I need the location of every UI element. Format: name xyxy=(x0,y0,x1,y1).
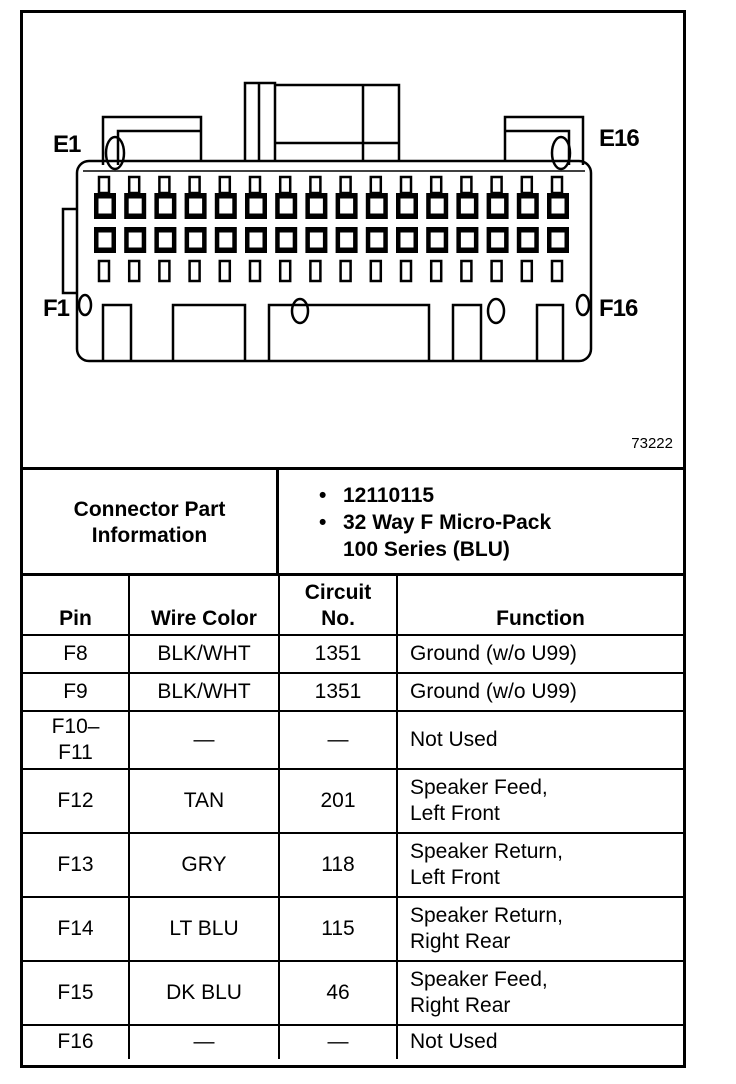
pin-cavity-window xyxy=(370,198,384,214)
pin-cavity-window xyxy=(279,232,293,248)
pin-cavity-window xyxy=(551,232,565,248)
part-number: • 12110115 xyxy=(319,482,551,509)
terminal-window-bottom xyxy=(310,261,320,281)
figure-number: 73222 xyxy=(631,435,673,452)
pin-cavity-window xyxy=(128,232,142,248)
terminal-window-bottom xyxy=(280,261,290,281)
terminal-window-bottom xyxy=(401,261,411,281)
header-wire-color: Wire Color xyxy=(129,575,279,635)
function-cell xyxy=(397,833,683,897)
function-line1: Ground (w/o U99) xyxy=(410,641,577,665)
function-line1: Speaker Return, xyxy=(410,839,563,863)
pin-cavity-window xyxy=(370,232,384,248)
pin-label-e1: E1 xyxy=(53,131,81,158)
function-line1: Speaker Return, xyxy=(410,903,563,927)
pin-cavity-window xyxy=(98,198,112,214)
terminal-window-bottom xyxy=(431,261,441,281)
terminal-window-bottom xyxy=(129,261,139,281)
terminal-window-top xyxy=(492,177,502,193)
table-row xyxy=(23,769,683,833)
header-pin: Pin xyxy=(23,575,129,635)
pin-cavity-window xyxy=(98,232,112,248)
pin-cell: F12 xyxy=(23,769,129,833)
function-line2: Left Front xyxy=(410,865,500,889)
connector-diagram xyxy=(23,13,683,467)
pin-cavity-window xyxy=(249,232,263,248)
header-function: Function xyxy=(397,575,683,635)
pin-cavity-window xyxy=(551,198,565,214)
pin-cavity-window xyxy=(460,198,474,214)
pin-cavity-window xyxy=(189,232,203,248)
pin-label-f1: F1 xyxy=(43,295,70,322)
function-cell xyxy=(397,961,683,1025)
wire-color-cell: — xyxy=(129,711,279,769)
terminal-window-top xyxy=(341,177,351,193)
table-row xyxy=(23,833,683,897)
wire-color-cell: BLK/WHT xyxy=(129,635,279,673)
terminal-window-bottom xyxy=(461,261,471,281)
pin-cavity-window xyxy=(158,198,172,214)
pin-cavity-window xyxy=(309,198,323,214)
connector-sheet xyxy=(20,10,686,1068)
function-cell xyxy=(397,711,683,769)
pin-cavity-window xyxy=(400,232,414,248)
pin-label-e16: E16 xyxy=(599,125,639,152)
function-line1: Ground (w/o U99) xyxy=(410,679,577,703)
terminal-window-bottom xyxy=(220,261,230,281)
table-row xyxy=(23,961,683,1025)
pin-cavity-window xyxy=(219,198,233,214)
circuit-cell: 115 xyxy=(279,897,397,961)
function-cell xyxy=(397,673,683,711)
terminal-window-top xyxy=(431,177,441,193)
function-line1: Speaker Feed, xyxy=(410,967,548,991)
pin-cell: F9 xyxy=(23,673,129,711)
terminal-window-bottom xyxy=(552,261,562,281)
wire-color-cell: BLK/WHT xyxy=(129,673,279,711)
circuit-cell: — xyxy=(279,711,397,769)
function-cell xyxy=(397,769,683,833)
function-line2: Right Rear xyxy=(410,993,511,1017)
pin-cavity-window xyxy=(309,232,323,248)
pin-cavity-window xyxy=(521,232,535,248)
connector-info-label: Connector Part Information xyxy=(73,498,226,547)
pin-cavity-window xyxy=(430,198,444,214)
terminal-window-top xyxy=(129,177,139,193)
terminal-window-bottom xyxy=(159,261,169,281)
wire-color-cell: TAN xyxy=(129,769,279,833)
function-line1: Speaker Feed, xyxy=(410,775,548,799)
terminal-window-bottom xyxy=(522,261,532,281)
function-cell xyxy=(397,1025,683,1059)
table-header-row xyxy=(23,575,683,635)
wire-color-cell: DK BLU xyxy=(129,961,279,1025)
circuit-cell: — xyxy=(279,1025,397,1059)
terminal-window-bottom xyxy=(250,261,260,281)
pin-cavity-window xyxy=(491,198,505,214)
table-row xyxy=(23,673,683,711)
circuit-cell: 1351 xyxy=(279,673,397,711)
function-line2: Right Rear xyxy=(410,929,511,953)
pin-cell: F10– F11 xyxy=(23,711,129,769)
pin-cavity-window xyxy=(491,232,505,248)
pin-cavity-window xyxy=(400,198,414,214)
wire-color-cell: GRY xyxy=(129,833,279,897)
table-row xyxy=(23,1025,683,1059)
terminal-window-bottom xyxy=(190,261,200,281)
pin-cell: F14 xyxy=(23,897,129,961)
terminal-window-top xyxy=(250,177,260,193)
wire-color-cell: — xyxy=(129,1025,279,1059)
table-row xyxy=(23,635,683,673)
pin-cavity-window xyxy=(430,232,444,248)
terminal-window-top xyxy=(371,177,381,193)
pin-label-f16: F16 xyxy=(599,295,638,322)
pin-cavity-window xyxy=(189,198,203,214)
pin-cavity-window xyxy=(249,198,263,214)
terminal-window-bottom xyxy=(371,261,381,281)
header-circuit-line2: No. xyxy=(321,606,355,630)
function-line1: Not Used xyxy=(410,727,498,751)
connector-info-details xyxy=(319,482,551,563)
terminal-window-top xyxy=(522,177,532,193)
pin-cell: F15 xyxy=(23,961,129,1025)
pin-cavity-window xyxy=(340,232,354,248)
pin-cavity-window xyxy=(279,198,293,214)
function-line1: Not Used xyxy=(410,1030,498,1053)
terminal-window-top xyxy=(461,177,471,193)
pin-cell: F16 xyxy=(23,1025,129,1059)
function-cell xyxy=(397,635,683,673)
header-circuit-line1: Circuit xyxy=(304,580,372,604)
pin-cavity-window xyxy=(460,232,474,248)
table-row xyxy=(23,711,683,769)
terminal-window-top xyxy=(220,177,230,193)
terminal-window-bottom xyxy=(341,261,351,281)
pin-cell: F8 xyxy=(23,635,129,673)
connector-face-drawing xyxy=(23,13,683,467)
description-line1: • 32 Way F Micro-Pack xyxy=(319,509,551,536)
description-line2: 100 Series (BLU) xyxy=(343,538,510,561)
pin-cavity-window xyxy=(158,232,172,248)
wire-color-cell: LT BLU xyxy=(129,897,279,961)
table-row xyxy=(23,897,683,961)
pin-cavity-window xyxy=(340,198,354,214)
terminal-window-top xyxy=(190,177,200,193)
circuit-cell: 118 xyxy=(279,833,397,897)
connector-info xyxy=(23,467,683,576)
divider xyxy=(276,470,279,576)
function-cell xyxy=(397,897,683,961)
pin-cavity-window xyxy=(219,232,233,248)
circuit-cell: 46 xyxy=(279,961,397,1025)
terminal-window-bottom xyxy=(99,261,109,281)
circuit-cell: 1351 xyxy=(279,635,397,673)
pin-cavity-window xyxy=(521,198,535,214)
pin-table xyxy=(23,573,683,1059)
terminal-window-top xyxy=(159,177,169,193)
pin-cell: F13 xyxy=(23,833,129,897)
terminal-window-top xyxy=(552,177,562,193)
terminal-window-top xyxy=(99,177,109,193)
function-line2: Left Front xyxy=(410,801,500,825)
terminal-window-bottom xyxy=(492,261,502,281)
terminal-window-top xyxy=(310,177,320,193)
circuit-cell: 201 xyxy=(279,769,397,833)
header-circuit xyxy=(279,575,397,635)
terminal-window-top xyxy=(401,177,411,193)
terminal-window-top xyxy=(280,177,290,193)
pin-cavity-window xyxy=(128,198,142,214)
